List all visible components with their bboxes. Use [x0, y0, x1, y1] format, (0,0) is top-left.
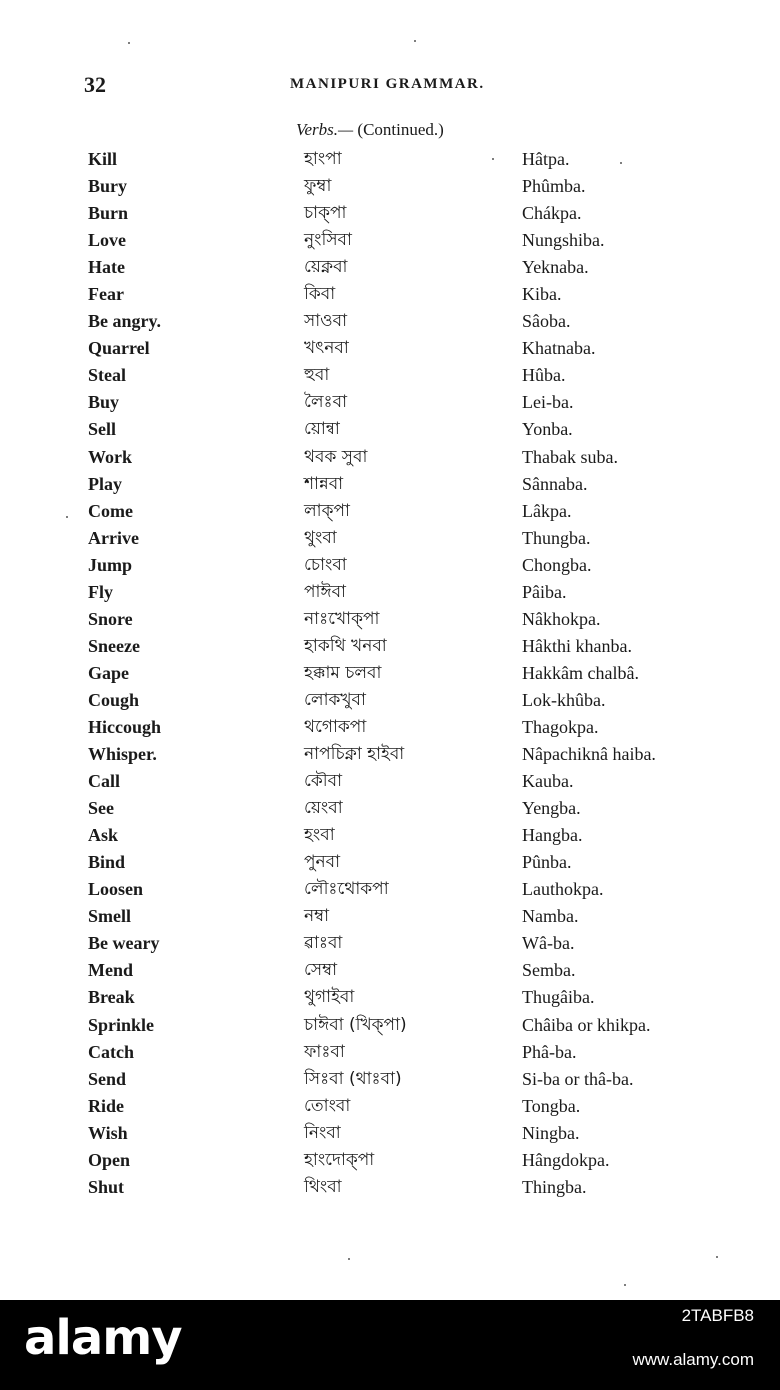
vocab-row — [0, 795, 780, 822]
romanized-word: Thagokpa. — [522, 716, 599, 737]
english-word: Shut — [88, 1176, 125, 1197]
vocab-row — [0, 471, 780, 498]
romanized-word: Si-ba or thâ-ba. — [522, 1068, 634, 1089]
romanized-word: Thugâiba. — [522, 987, 595, 1008]
english-word: Sneeze — [88, 635, 140, 656]
english-word: Steal — [88, 365, 126, 386]
bengali-script-word: য়েক্নবা — [304, 257, 348, 278]
vocab-row — [0, 1120, 780, 1147]
vocab-row — [0, 1039, 780, 1066]
romanized-word: Lei-ba. — [522, 392, 574, 413]
vocab-row — [0, 606, 780, 633]
bengali-script-word: চাঈবা (খিক্পা) — [304, 1014, 407, 1035]
speck — [128, 42, 130, 44]
romanized-word: Semba. — [522, 960, 576, 981]
english-word: Hiccough — [88, 716, 162, 737]
bengali-script-word: লোকখুবা — [304, 689, 366, 710]
section-note: (Continued.) — [357, 120, 444, 139]
english-word: Ask — [88, 825, 119, 846]
vocab-row — [0, 498, 780, 525]
english-word: Play — [88, 473, 122, 494]
english-word: Quarrel — [88, 338, 150, 359]
vocab-row — [0, 1174, 780, 1201]
romanized-word: Yonba. — [522, 419, 573, 440]
bengali-script-word: নাপচিক্না হাইবা — [304, 744, 405, 765]
english-word: Send — [88, 1068, 127, 1089]
vocab-row — [0, 146, 780, 173]
vocab-row — [0, 822, 780, 849]
bengali-script-word: হক্কাম চলবা — [304, 662, 382, 683]
romanized-word: Yengba. — [522, 798, 581, 819]
english-word: Buy — [88, 392, 120, 413]
english-word: Call — [88, 771, 121, 792]
romanized-word: Thabak suba. — [522, 446, 618, 467]
english-word: Mend — [88, 960, 133, 981]
english-word: Cough — [88, 689, 140, 710]
bengali-script-word: থিংবা — [304, 1176, 342, 1197]
vocab-row — [0, 308, 780, 335]
bengali-script-word: তোংবা — [304, 1095, 351, 1116]
vocab-row — [0, 1093, 780, 1120]
section-subhead — [296, 120, 444, 140]
bengali-script-word: লাক্পা — [304, 500, 350, 521]
speck — [414, 40, 416, 42]
english-word: Arrive — [88, 527, 139, 548]
english-word: Come — [88, 500, 133, 521]
site-url: www.alamy.com — [632, 1350, 754, 1369]
vocab-row — [0, 849, 780, 876]
english-word: Hate — [88, 257, 125, 278]
english-word: Kill — [88, 149, 118, 169]
romanized-word: Pûnba. — [522, 852, 572, 873]
english-word: Catch — [88, 1041, 134, 1062]
vocab-row — [0, 552, 780, 579]
english-word: Jump — [88, 554, 133, 575]
romanized-word: Chongba. — [522, 554, 592, 575]
romanized-word: Nâkhokpa. — [522, 608, 601, 629]
romanized-word: Phûmba. — [522, 176, 586, 197]
english-word: Whisper. — [88, 744, 157, 765]
vocab-row — [0, 525, 780, 552]
english-word: Open — [88, 1149, 131, 1170]
vocab-row — [0, 930, 780, 957]
english-word: Fly — [88, 581, 113, 602]
vocab-row — [0, 714, 780, 741]
bengali-script-word: নিংবা — [304, 1122, 341, 1143]
bengali-script-word: নাঃখোক্পা — [304, 608, 380, 629]
bengali-script-word: থবক সুবা — [304, 446, 368, 467]
bengali-script-word: কৌবা — [304, 771, 343, 792]
vocab-row — [0, 1012, 780, 1039]
page-number: 32 — [84, 72, 106, 97]
romanized-word: Namba. — [522, 906, 579, 927]
romanized-word: Nâpachiknâ haiba. — [522, 744, 656, 765]
vocab-row — [0, 741, 780, 768]
bengali-script-word: নম্বা — [304, 906, 330, 927]
romanized-word: Hangba. — [522, 825, 583, 846]
english-word: Work — [88, 446, 133, 467]
english-word: Be weary — [88, 933, 160, 954]
english-word: Smell — [88, 906, 131, 927]
romanized-word: Nungshiba. — [522, 230, 605, 251]
vocab-row — [0, 660, 780, 687]
bengali-script-word: ফাঃবা — [304, 1041, 345, 1062]
english-word: Sprinkle — [88, 1014, 155, 1035]
bengali-script-word: পাঈবা — [304, 581, 346, 602]
speck — [66, 516, 68, 518]
bengali-script-word: খৎনবা — [304, 338, 349, 359]
romanized-word: Kauba. — [522, 771, 574, 792]
romanized-word: Hûba. — [522, 365, 566, 386]
romanized-word: Khatnaba. — [522, 338, 596, 359]
english-word: Wish — [88, 1122, 128, 1143]
speck — [492, 158, 494, 160]
vocab-row — [0, 173, 780, 200]
romanized-word: Lâkpa. — [522, 500, 572, 521]
english-word: Snore — [88, 608, 133, 629]
bengali-script-word: সিঃবা (থাঃবা) — [304, 1068, 402, 1089]
vocab-row — [0, 389, 780, 416]
vocab-row — [0, 579, 780, 606]
bengali-script-word: হাকথি খনবা — [304, 635, 387, 656]
vocab-row — [0, 633, 780, 660]
bengali-script-word: শান্নবা — [304, 473, 344, 494]
english-word: Ride — [88, 1095, 124, 1116]
romanized-word: Hâkthi khanba. — [522, 635, 632, 656]
running-head: MANIPURI GRAMMAR. — [290, 76, 485, 92]
english-word: Burn — [88, 203, 129, 224]
romanized-word: Yeknaba. — [522, 257, 589, 278]
alamy-logo: alamy — [24, 1310, 182, 1366]
bengali-script-word: হাংপা — [304, 149, 342, 169]
vocab-row — [0, 984, 780, 1011]
speck — [348, 1258, 350, 1260]
romanized-word: Sâoba. — [522, 311, 571, 332]
romanized-word: Lauthokpa. — [522, 879, 604, 900]
english-word: Fear — [88, 284, 124, 305]
english-word: Break — [88, 987, 135, 1008]
bengali-script-word: থুগাইবা — [304, 987, 355, 1008]
speck — [716, 1256, 718, 1258]
english-word: Be angry. — [88, 311, 162, 332]
bengali-script-word: হুবা — [304, 365, 330, 386]
romanized-word: Kiba. — [522, 284, 562, 305]
vocabulary-table — [0, 146, 780, 1201]
bengali-script-word: পুনবা — [304, 852, 341, 873]
bengali-script-word: সেম্বা — [304, 960, 338, 981]
vocab-row — [0, 335, 780, 362]
english-word: Sell — [88, 419, 117, 440]
bengali-script-word: থুংবা — [304, 527, 337, 548]
vocab-row — [0, 444, 780, 471]
bengali-script-word: চোংবা — [304, 554, 347, 575]
bengali-script-word: কিবা — [304, 284, 336, 305]
bengali-script-word: থগোকপা — [304, 716, 367, 737]
bengali-script-word: হাংদোক্পা — [304, 1149, 375, 1170]
romanized-word: Ningba. — [522, 1122, 580, 1143]
romanized-word: Châiba or khikpa. — [522, 1014, 651, 1035]
english-word: See — [88, 798, 114, 819]
vocab-row — [0, 227, 780, 254]
vocab-row — [0, 362, 780, 389]
speck — [620, 162, 622, 164]
vocab-row — [0, 200, 780, 227]
bengali-script-word: য়েংবা — [304, 798, 343, 819]
bengali-script-word: য়োন্বা — [304, 419, 340, 440]
vocab-row — [0, 254, 780, 281]
bengali-script-word: হংবা — [304, 825, 335, 846]
romanized-word: Pâiba. — [522, 581, 567, 602]
bengali-script-word: সাওবা — [304, 311, 348, 332]
bengali-script-word: ফুম্বা — [304, 176, 332, 197]
vocab-row — [0, 957, 780, 984]
vocab-row — [0, 903, 780, 930]
vocab-row — [0, 416, 780, 443]
vocab-row — [0, 281, 780, 308]
section-label: Verbs.— — [296, 120, 354, 139]
english-word: Loosen — [88, 879, 144, 900]
bengali-script-word: নুংসিবা — [304, 230, 352, 251]
romanized-word: Chákpa. — [522, 203, 582, 224]
romanized-word: Lok-khûba. — [522, 689, 606, 710]
vocab-row — [0, 687, 780, 714]
romanized-word: Sânnaba. — [522, 473, 588, 494]
english-word: Gape — [88, 662, 130, 683]
romanized-word: Tongba. — [522, 1095, 581, 1116]
romanized-word: Phâ-ba. — [522, 1041, 577, 1062]
vocab-row — [0, 1066, 780, 1093]
vocab-row — [0, 876, 780, 903]
bengali-script-word: ৱাঃবা — [304, 933, 343, 954]
image-id: 2TABFB8 — [681, 1306, 754, 1325]
speck — [624, 1284, 626, 1286]
english-word: Bury — [88, 176, 128, 197]
english-word: Bind — [88, 852, 126, 873]
bengali-script-word: লৌঃথোকপা — [304, 879, 389, 900]
romanized-word: Hakkâm chalbâ. — [522, 662, 639, 683]
romanized-word: Hâtpa. — [522, 149, 570, 169]
english-word: Love — [88, 230, 126, 251]
bengali-script-word: লৈঃবা — [304, 392, 347, 413]
romanized-word: Hângdokpa. — [522, 1149, 610, 1170]
vocab-row — [0, 1147, 780, 1174]
vocab-row — [0, 768, 780, 795]
romanized-word: Thungba. — [522, 527, 591, 548]
romanized-word: Wâ-ba. — [522, 933, 575, 954]
bengali-script-word: চাক্পা — [304, 203, 347, 224]
romanized-word: Thingba. — [522, 1176, 587, 1197]
